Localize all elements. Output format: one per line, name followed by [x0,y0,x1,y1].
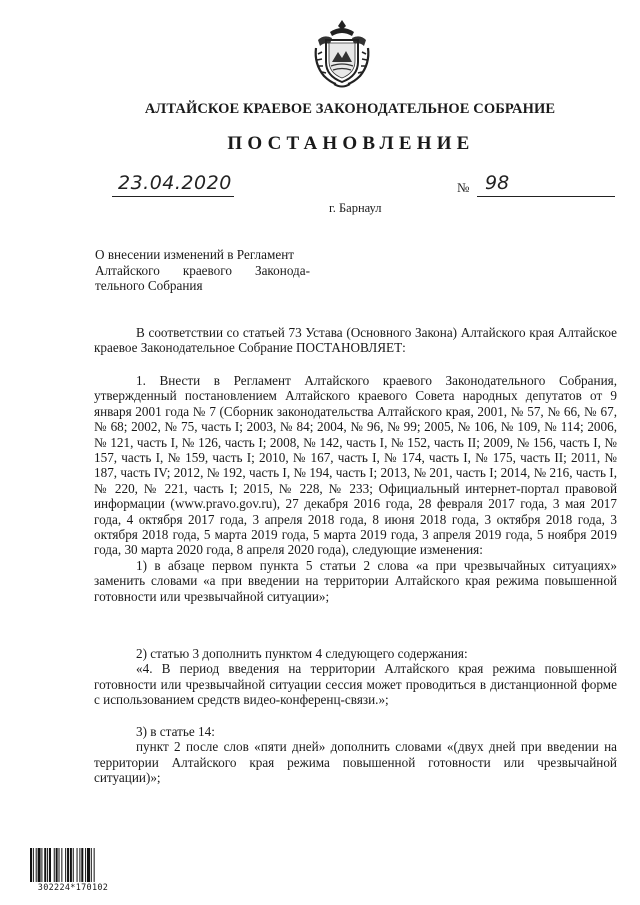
subject-line: Алтайского краевого Законода- [95,262,310,278]
barcode-number: 302224*170102 [37,883,109,893]
coat-of-arms-icon [310,18,374,90]
item-1-subitem-1: 1) в абзаце первом пункта 5 статьи 2 слова «а при чрезвычайных ситуациях» заменить словами «а при введении на территории Алтайского края режима повышенной готовности или чрезвычайной ситуации»; [94,557,617,604]
document-date: 23.04.2020 [118,172,232,194]
item-3-text: пункт 2 после слов «пяти дней» дополнить словами «(двух дней при введении на территории Алтайского края режима повышенной готовности или чрезвычайной ситуации)»; [94,739,617,786]
preamble-block [94,325,617,356]
number-label: № [457,180,470,195]
item-1-paragraph: 1. Внести в Регламент Алтайского краевого Законодательного Собрания, утвержденный постановлением Алтайского краевого Совета народных депутатов от 9 января 2001 года № 7 (Сборник законодательства Алтайского края, 2001, № 57, № 66, № 67, № 68; 2002, № 75, часть I; 2003, № 84; 2004, № 96, № 99; 2005, № 106, № 109, № 114; 2006, № 121, часть I, № 126, часть I; 2008, № 142, часть I, № 152, часть II; 2009, № 156, часть I, № 157, часть I, № 159, часть I; 2010, № 167, часть I, № 174, часть I, № 175, часть II; 2011, № 187, часть IV; 2012, № 192, часть I, № 194, часть I; 2013, № 201, часть I; 2014, № 216, часть I, № 220, № 221, часть I; 2015, № 228, № 233; Официальный интернет-портал правовой информации (www.pravo.gov.ru), 27 декабря 2016 года, 28 февраля 2017 года, 3 мая 2017 года, 4 октября 2017 года, 3 апреля 2018 года, 8 июня 2018 года, 3 октября 2018 года, 3 октября 2018 года, 5 марта 2019 года, 5 марта 2019 года, 3 апреля 2019 года, 5 ноября 2019 года, 30 марта 2020 года, 8 апреля 2020 года), следующие изменения: [94,373,617,558]
barcode-icon [30,848,116,882]
organization-name: АЛТАЙСКОЕ КРАЕВОЕ ЗАКОНОДАТЕЛЬНОЕ СОБРАНИЕ [144,101,556,117]
item-2-block [94,646,617,708]
barcode [30,848,116,896]
subject-line: О внесении изменений в Регламент [95,247,295,262]
item-2-text: «4. В период введения на территории Алтайского края режима повышенной готовности или чрезвычайной ситуации сессия может проводиться в дистанционной форме с использованием средств видео-конференц-связи.»; [94,661,617,708]
document-type: ПОСТАНОВЛЕНИЕ [227,133,475,154]
number-underline [477,196,615,197]
item-3-intro: 3) в статье 14: [136,724,215,739]
item-3-block [94,724,617,786]
document-number: 98 [485,172,510,194]
city: г. Барнаул [329,201,382,215]
date-underline [112,196,234,197]
document-subject [95,247,310,294]
preamble-paragraph: В соответствии со статьей 73 Устава (Основного Закона) Алтайского края Алтайское краевое Законодательное Собрание ПОСТАНОВЛЯЕТ: [94,325,617,356]
item-1-block [94,373,617,604]
item-2-intro: 2) статью 3 дополнить пунктом 4 следующего содержания: [136,646,468,661]
subject-line: тельного Собрания [95,278,203,294]
